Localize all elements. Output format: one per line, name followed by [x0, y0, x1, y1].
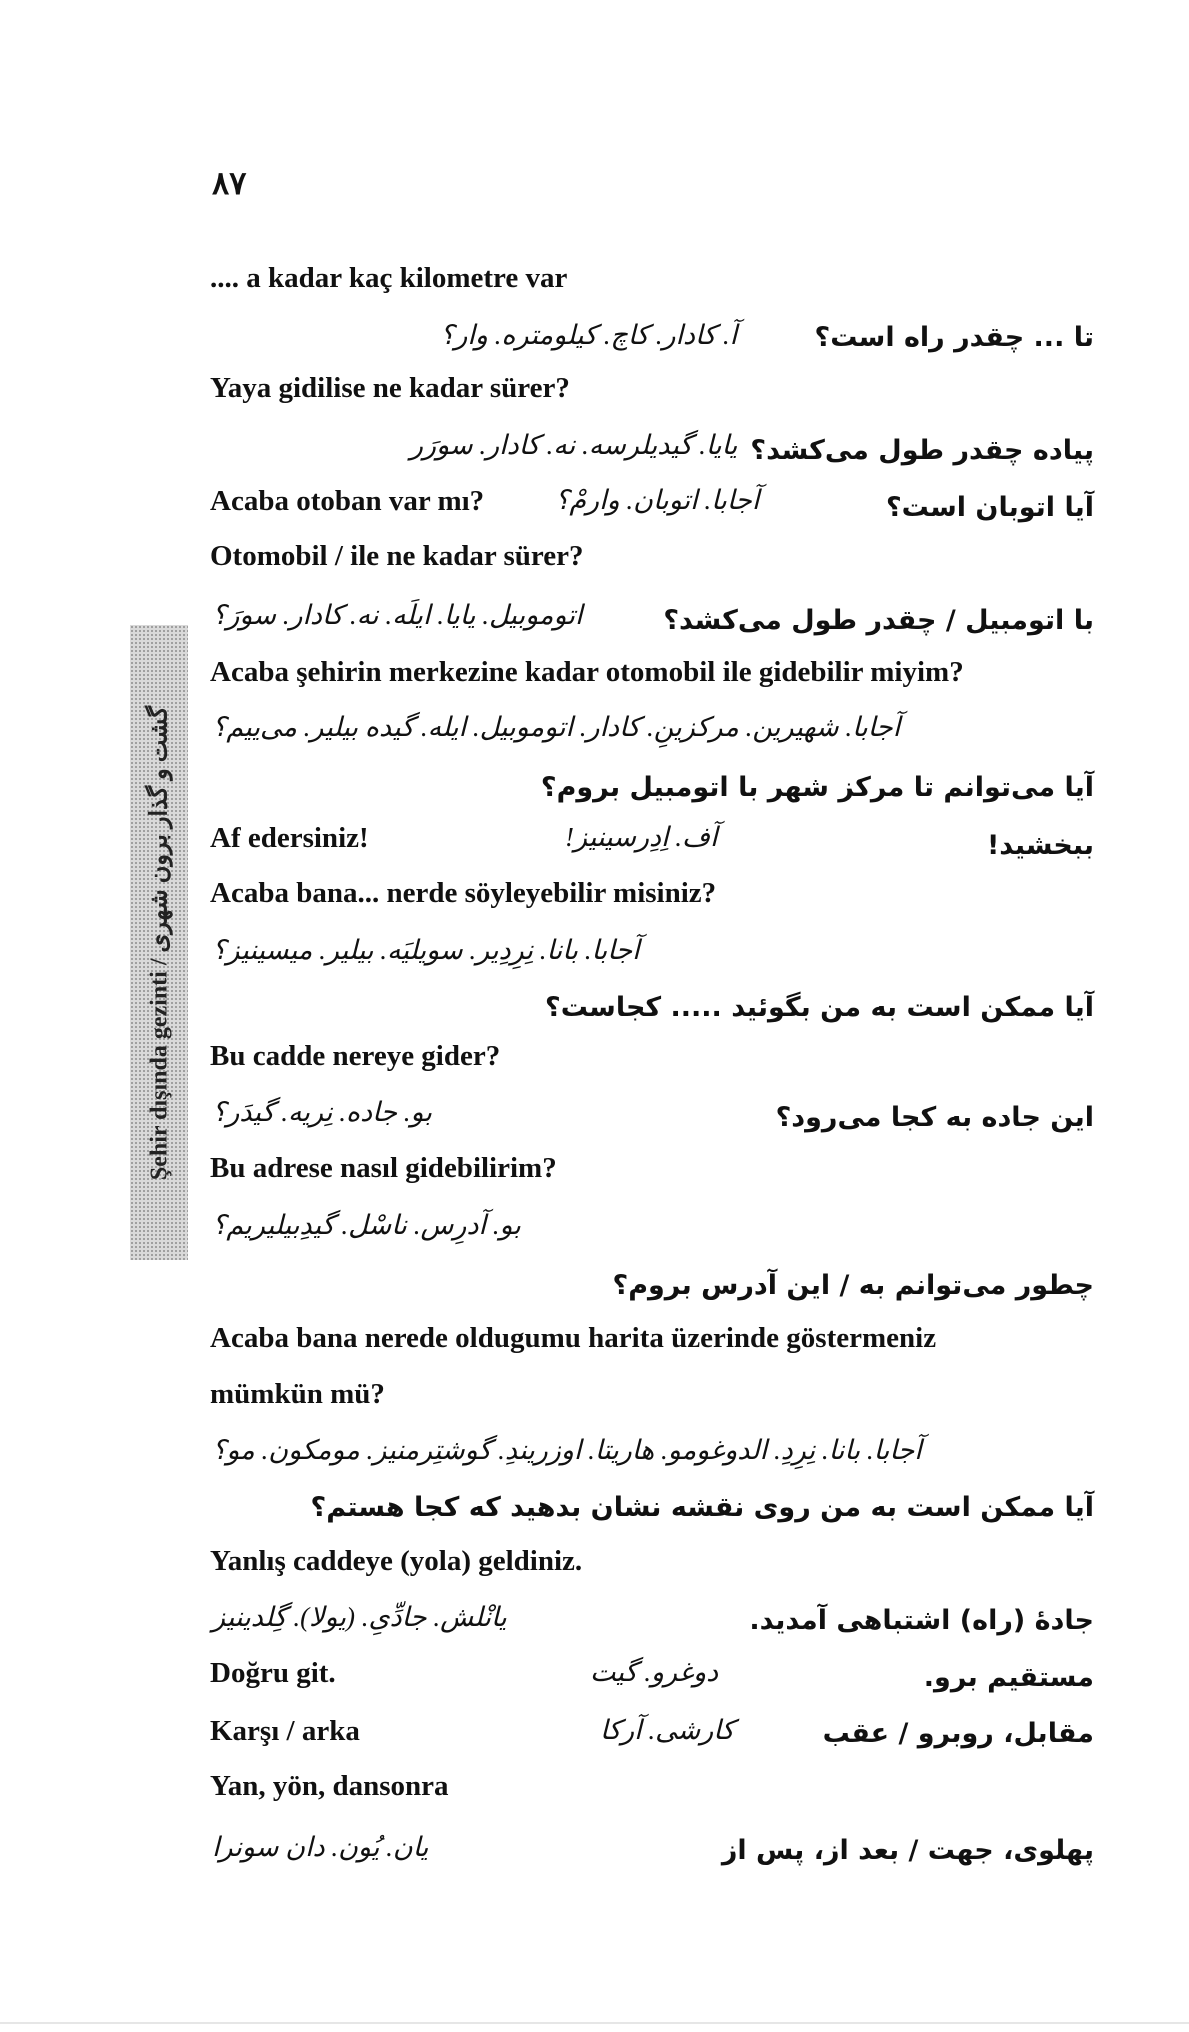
entry-9-phonetic: آجابا. بانا. نِرِدِ. الدوغومو. هاریتا. اوزریندِ. گوشتِرمنیز. مومکون. مو؟ [212, 1435, 922, 1465]
side-tab-label: Şehir dışında gezinti / گشت و گذار برون شهری [146, 705, 173, 1180]
entry-9-turkish: Acaba bana nerede oldugumu harita üzerinde göstermeniz [210, 1322, 937, 1354]
entry-6-phonetic: آجابا. بانا. نِرِدِیر. سویلیَه. بیلیر. میسینیز؟ [212, 935, 640, 965]
entry-2-turkish: Acaba otoban var mı? [210, 485, 485, 517]
entry-12-turkish: Karşı / arka [210, 1715, 360, 1747]
page-number: ۸۷ [212, 165, 247, 201]
entry-2-persian: آیا اتوبان است؟ [885, 492, 1094, 523]
entry-13-persian: پهلوی، جهت / بعد از، پس از [721, 1835, 1094, 1866]
entry-9-persian: آیا ممکن است به من روی نقشه نشان بدهید که کجا هستم؟ [310, 1492, 1094, 1523]
entry-0-turkish: .... a kadar kaç kilometre var [210, 262, 568, 294]
entry-7-phonetic: بو. جاده. نِریه. گیدَر؟ [212, 1097, 432, 1127]
entry-5-persian: ببخشید! [986, 830, 1094, 861]
entry-12-phonetic: کارشی. آرکا [600, 1715, 735, 1745]
entry-1-phonetic: یایا. گیدیلرسه. نه. کادار. سورَر [410, 430, 738, 460]
entry-4-persian: آیا می‌توانم تا مرکز شهر با اتومبیل بروم؟ [540, 772, 1094, 803]
bottom-edge [0, 2022, 1189, 2024]
entry-3-turkish: Otomobil / ile ne kadar sürer? [210, 540, 584, 572]
entry-13-phonetic: یان. یُون. دان سونرا [212, 1832, 429, 1862]
entry-7-persian: این جاده به کجا می‌رود؟ [775, 1102, 1094, 1133]
entry-1-turkish: Yaya gidilise ne kadar sürer? [210, 372, 570, 404]
entry-6-turkish: Acaba bana... nerde söyleyebilir misiniz? [210, 877, 717, 909]
entry-5-phonetic: آف. اِدِرسینیز! [565, 822, 718, 852]
entry-11-persian: مستقیم برو. [923, 1662, 1094, 1693]
entry-10-persian: جادهٔ (راه) اشتباهی آمدید. [749, 1605, 1094, 1636]
entry-2-phonetic: آجابا. اتوبان. وارمْ؟ [555, 485, 760, 515]
entry-12-persian: مقابل، روبرو / عقب [822, 1718, 1094, 1749]
entry-3-persian: با اتومبیل / چقدر طول می‌کشد؟ [663, 605, 1094, 636]
entry-1-persian: پیاده چقدر طول می‌کشد؟ [750, 435, 1094, 466]
entry-13-turkish: Yan, yön, dansonra [210, 1770, 449, 1802]
entry-4-turkish: Acaba şehirin merkezine kadar otomobil ile gidebilir miyim? [210, 656, 964, 688]
entry-5-turkish: Af edersiniz! [210, 822, 369, 854]
entry-8-persian: چطور می‌توانم به / این آدرس بروم؟ [612, 1270, 1094, 1301]
entry-0-persian: تا ... چقدر راه است؟ [814, 322, 1094, 353]
entry-9-turkish-cont: mümkün mü? [210, 1378, 385, 1410]
side-tab [130, 625, 188, 1260]
entry-8-phonetic: بو. آدرِس. ناسْل. گیدِبیلیریم؟ [212, 1210, 521, 1240]
entry-8-turkish: Bu adrese nasıl gidebilirim? [210, 1152, 557, 1184]
entry-0-phonetic: آ. کادار. کاچ. کیلومتره. وار؟ [440, 320, 738, 350]
entry-3-phonetic: اتوموبیل. یایا. ایلَه. نه. کادار. سورَ؟ [212, 600, 583, 630]
entry-10-phonetic: یانْلش. جادِّیِ. (یولا). گِلدینیز [212, 1602, 507, 1632]
entry-6-persian: آیا ممکن است به من بگوئید ..... کجاست؟ [545, 992, 1094, 1023]
entry-4-phonetic: آجابا. شهیرین. مرکزینِ. کادار. اتوموبیل. ایله. گیده بیلیر. می‌ییم؟ [212, 712, 901, 742]
entry-11-phonetic: دوغرو. گیت [590, 1657, 719, 1687]
entry-11-turkish: Doğru git. [210, 1657, 336, 1689]
entry-10-turkish: Yanlış caddeye (yola) geldiniz. [210, 1545, 583, 1577]
entry-7-turkish: Bu cadde nereye gider? [210, 1040, 501, 1072]
